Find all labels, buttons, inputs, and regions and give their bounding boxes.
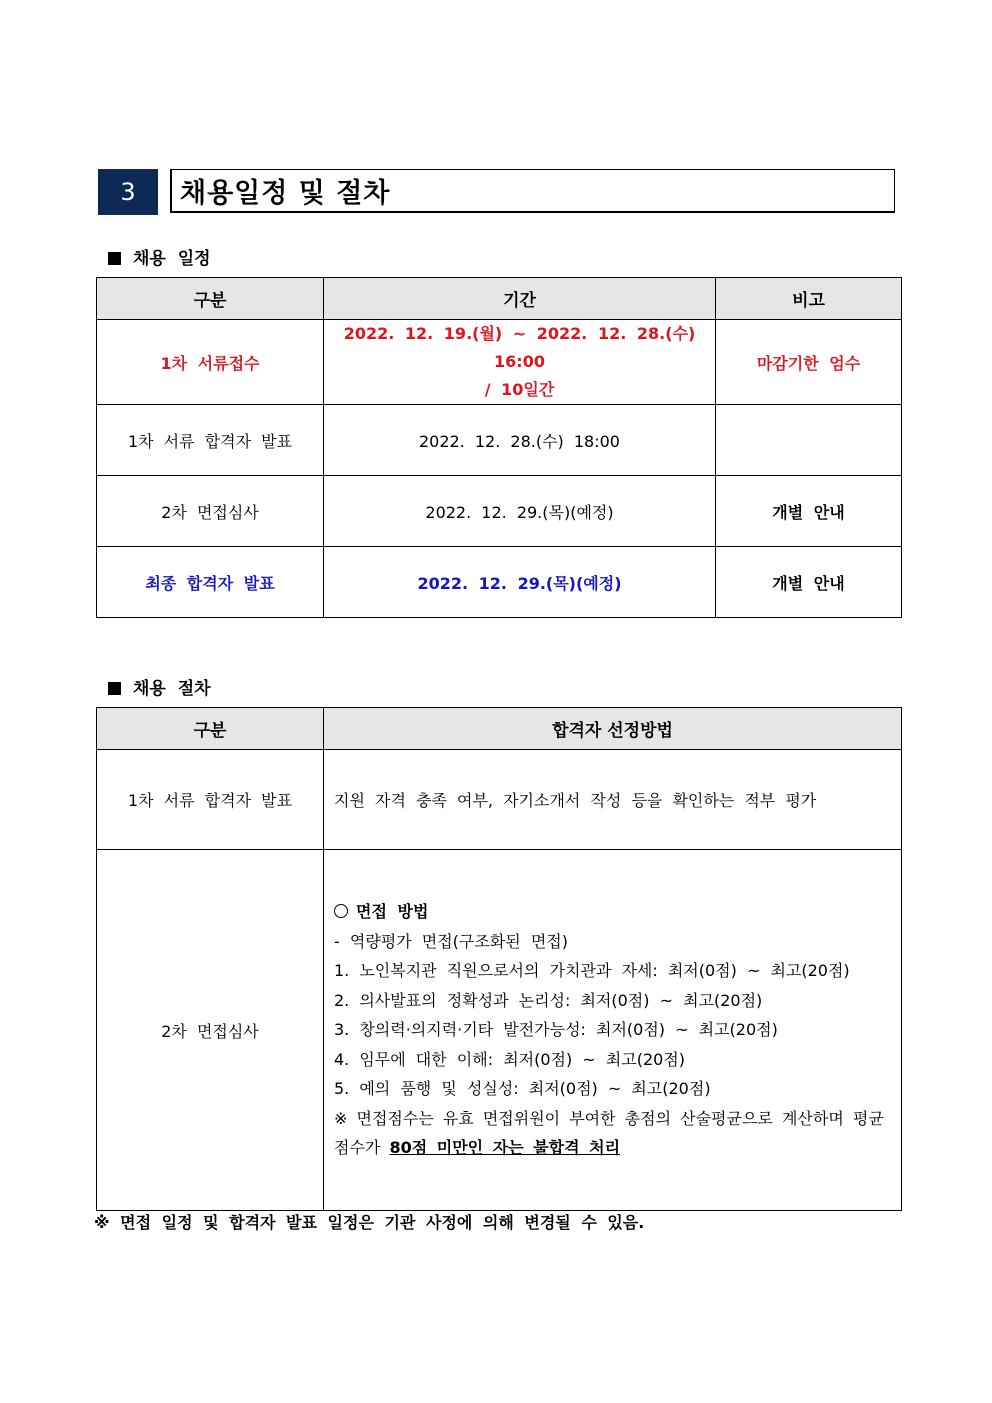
row-category: 2차 면접심사 xyxy=(97,850,324,1211)
section-number: 3 xyxy=(98,169,158,215)
row-period: 2022. 12. 28.(수) 18:00 xyxy=(324,405,716,476)
row-period xyxy=(324,320,716,405)
row-category: 1차 서류접수 xyxy=(97,320,324,405)
header-period: 기간 xyxy=(324,278,716,320)
method-line: 3. 창의력·의지력·기타 발전가능성: 최저(0점) ~ 최고(20점) xyxy=(334,1020,778,1040)
row-note: 개별 안내 xyxy=(716,547,902,618)
header-category: 구분 xyxy=(97,708,324,750)
row-method xyxy=(324,850,902,1211)
interview-method-list xyxy=(334,897,891,1163)
header-method: 합격자 선정방법 xyxy=(324,708,902,750)
fail-criteria: 80점 미만인 자는 불합격 처리 xyxy=(389,1138,621,1158)
square-bullet-icon xyxy=(108,682,121,695)
method-line: 5. 예의 품행 및 성실성: 최저(0점) ~ 최고(20점) xyxy=(334,1079,711,1099)
period-line2: / 10일간 xyxy=(484,380,555,399)
method-note: ※ 면접점수는 유효 면접위원이 부여한 총점의 산술평균으로 계산하며 평균점수가 80점 미만인 자는 불합격 처리 xyxy=(334,1108,884,1158)
header-category: 구분 xyxy=(97,278,324,320)
row-category: 1차 서류 합격자 발표 xyxy=(97,750,324,850)
method-title: 면접 방법 xyxy=(334,897,891,927)
schedule-header-row xyxy=(97,278,902,320)
row-period: 2022. 12. 29.(목)(예정) xyxy=(324,547,716,618)
row-category: 2차 면접심사 xyxy=(97,476,324,547)
schedule-table xyxy=(96,277,902,618)
row-note: 마감기한 엄수 xyxy=(716,320,902,405)
row-method: 지원 자격 충족 여부, 자기소개서 작성 등을 확인하는 적부 평가 xyxy=(324,750,902,850)
method-line: 2. 의사발표의 정확성과 논리성: 최저(0점) ~ 최고(20점) xyxy=(334,990,763,1010)
row-note xyxy=(716,405,902,476)
schedule-heading: 채용 일정 xyxy=(108,244,211,269)
table-row xyxy=(97,476,902,547)
table-row xyxy=(97,405,902,476)
method-line: - 역량평가 면접(구조화된 면접) xyxy=(334,931,568,951)
period-line1: 2022. 12. 19.(월) ~ 2022. 12. 28.(수) 16:00 xyxy=(343,324,696,371)
square-bullet-icon xyxy=(108,252,121,265)
row-category: 최종 합격자 발표 xyxy=(97,547,324,618)
row-note: 개별 안내 xyxy=(716,476,902,547)
procedure-table xyxy=(96,707,902,1211)
row-period: 2022. 12. 29.(목)(예정) xyxy=(324,476,716,547)
method-line: 1. 노인복지관 직원으로서의 가치관과 자세: 최저(0점) ~ 최고(20점) xyxy=(334,961,850,981)
table-row xyxy=(97,750,902,850)
section-title: 채용일정 및 절차 xyxy=(170,169,895,213)
procedure-heading: 채용 절차 xyxy=(108,674,211,699)
table-row xyxy=(97,320,902,405)
header-note: 비고 xyxy=(716,278,902,320)
table-row xyxy=(97,850,902,1211)
table-row xyxy=(97,547,902,618)
procedure-header-row xyxy=(97,708,902,750)
circle-bullet-icon xyxy=(334,904,348,918)
method-line: 4. 임무에 대한 이해: 최저(0점) ~ 최고(20점) xyxy=(334,1049,686,1069)
footnote: ※ 면접 일정 및 합격자 발표 일정은 기관 사정에 의해 변경될 수 있음. xyxy=(94,1213,645,1232)
row-category: 1차 서류 합격자 발표 xyxy=(97,405,324,476)
section-header xyxy=(98,169,895,216)
